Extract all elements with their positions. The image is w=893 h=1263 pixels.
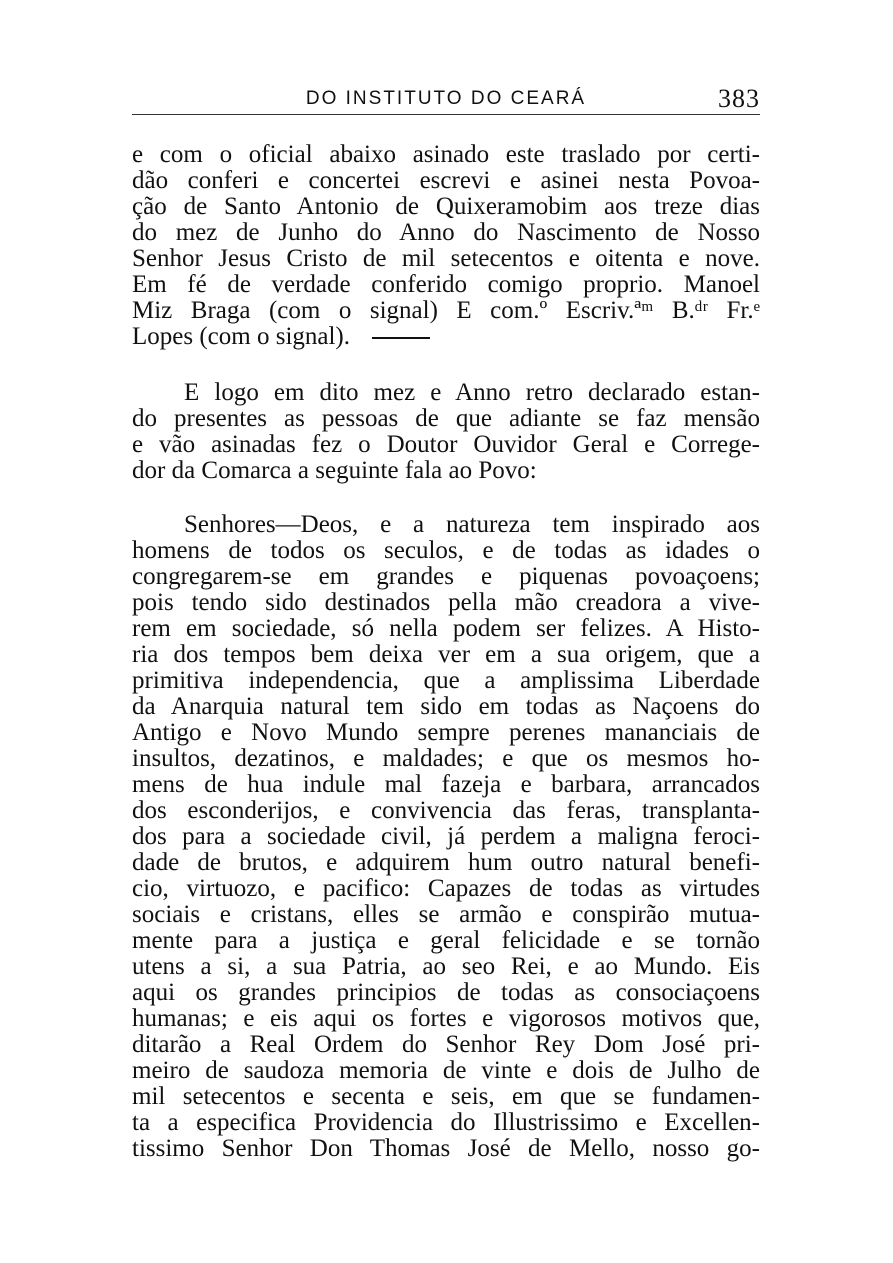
page-number: 383 bbox=[718, 84, 760, 113]
text-line: ria dos tempos bem deixa ver em a sua origem, que a bbox=[132, 641, 760, 668]
text-line: humanas; e eis aqui os fortes e vigorosos motivos que, bbox=[132, 1005, 760, 1032]
text-line: ta a especifica Providencia do Illustrissimo e Excellen- bbox=[132, 1109, 760, 1136]
text-line: dão conferi e concertei escrevi e asinei nesta Povoa- bbox=[132, 167, 760, 194]
text-line: dor da Comarca a seguinte fala ao Povo: bbox=[132, 457, 537, 484]
running-title: DO INSTITUTO DO CEARÁ bbox=[305, 88, 587, 109]
text-line: e com o oficial abaixo asinado este traslado por certi- bbox=[132, 141, 760, 168]
text-line: da Anarquia natural tem sido em todas as Naçoens do bbox=[132, 693, 760, 720]
text-line: congregarem-se em grandes e piquenas povoaçoens; bbox=[132, 563, 760, 590]
closing-rule bbox=[372, 337, 430, 339]
text-line: do presentes as pessoas de que adiante se faz mensão bbox=[132, 405, 760, 432]
text-line: Miz Braga (com o signal) E com.º Escriv.ªᵐ B.ᵈʳ Fr.ᵉ bbox=[132, 297, 760, 324]
paragraph-speech bbox=[132, 512, 760, 1162]
text-line: do mez de Junho do Anno do Nascimento de Nosso bbox=[132, 219, 760, 246]
text-line: Antigo e Novo Mundo sempre perenes mananciais de bbox=[132, 719, 760, 746]
text-line: aqui os grandes principios de todas as consociaçoens bbox=[132, 979, 760, 1006]
text-line: insultos, dezatinos, e maldades; e que os mesmos ho- bbox=[132, 745, 760, 772]
text-line: ção de Santo Antonio de Quixeramobim aos treze dias bbox=[132, 193, 760, 220]
text-line: dade de brutos, e adquirem hum outro natural benefi- bbox=[132, 849, 760, 876]
text-line: homens de todos os seculos, e de todas as idades o bbox=[132, 537, 760, 564]
text-line: dos esconderijos, e convivencia das feras, transplanta- bbox=[132, 797, 760, 824]
text-line: rem em sociedade, só nella podem ser felizes. A Histo- bbox=[132, 615, 760, 642]
text-line: ditarão a Real Ordem do Senhor Rey Dom José pri- bbox=[132, 1031, 760, 1058]
text-line: e vão asinadas fez o Doutor Ouvidor Geral e Correge- bbox=[132, 431, 760, 458]
text-line: mens de hua indule mal fazeja e barbara, arrancados bbox=[132, 771, 760, 798]
text-line: primitiva independencia, que a amplissima Liberdade bbox=[132, 667, 760, 694]
text-line-content: Lopes (com o signal). bbox=[132, 323, 351, 350]
text-line: tissimo Senhor Don Thomas José de Mello, nosso go- bbox=[132, 1135, 760, 1162]
text-line: Senhores—Deos, e a natureza tem inspirado aos bbox=[184, 511, 760, 538]
text-line: cio, virtuozo, e pacifico: Capazes de todas as virtudes bbox=[132, 875, 760, 902]
text-line: pois tendo sido destinados pella mão creadora a vive- bbox=[132, 589, 760, 616]
text-line: mil setecentos e secenta e seis, em que se fundamen- bbox=[132, 1083, 760, 1110]
text-line: Em fé de verdade conferido comigo proprio. Manoel bbox=[132, 271, 760, 298]
paragraph-certification bbox=[132, 142, 760, 350]
text-line: utens a si, a sua Patria, ao seo Rei, e ao Mundo. Eis bbox=[132, 953, 760, 980]
text-line: meiro de saudoza memoria de vinte e dois de Julho de bbox=[132, 1057, 760, 1084]
header-rule bbox=[132, 114, 760, 115]
paragraph-introduction bbox=[132, 380, 760, 484]
text-line: Senhor Jesus Cristo de mil setecentos e oitenta e nove. bbox=[132, 245, 760, 272]
text-line: dos para a sociedade civil, já perdem a maligna feroci- bbox=[132, 823, 760, 850]
running-head bbox=[132, 84, 760, 114]
text-line: E logo em dito mez e Anno retro declarado estan- bbox=[184, 379, 760, 406]
text-line: mente para a justiça e geral felicidade e se tornão bbox=[132, 927, 760, 954]
text-line: sociais e cristans, elles se armão e conspirão mutua- bbox=[132, 901, 760, 928]
text-line bbox=[132, 324, 760, 350]
